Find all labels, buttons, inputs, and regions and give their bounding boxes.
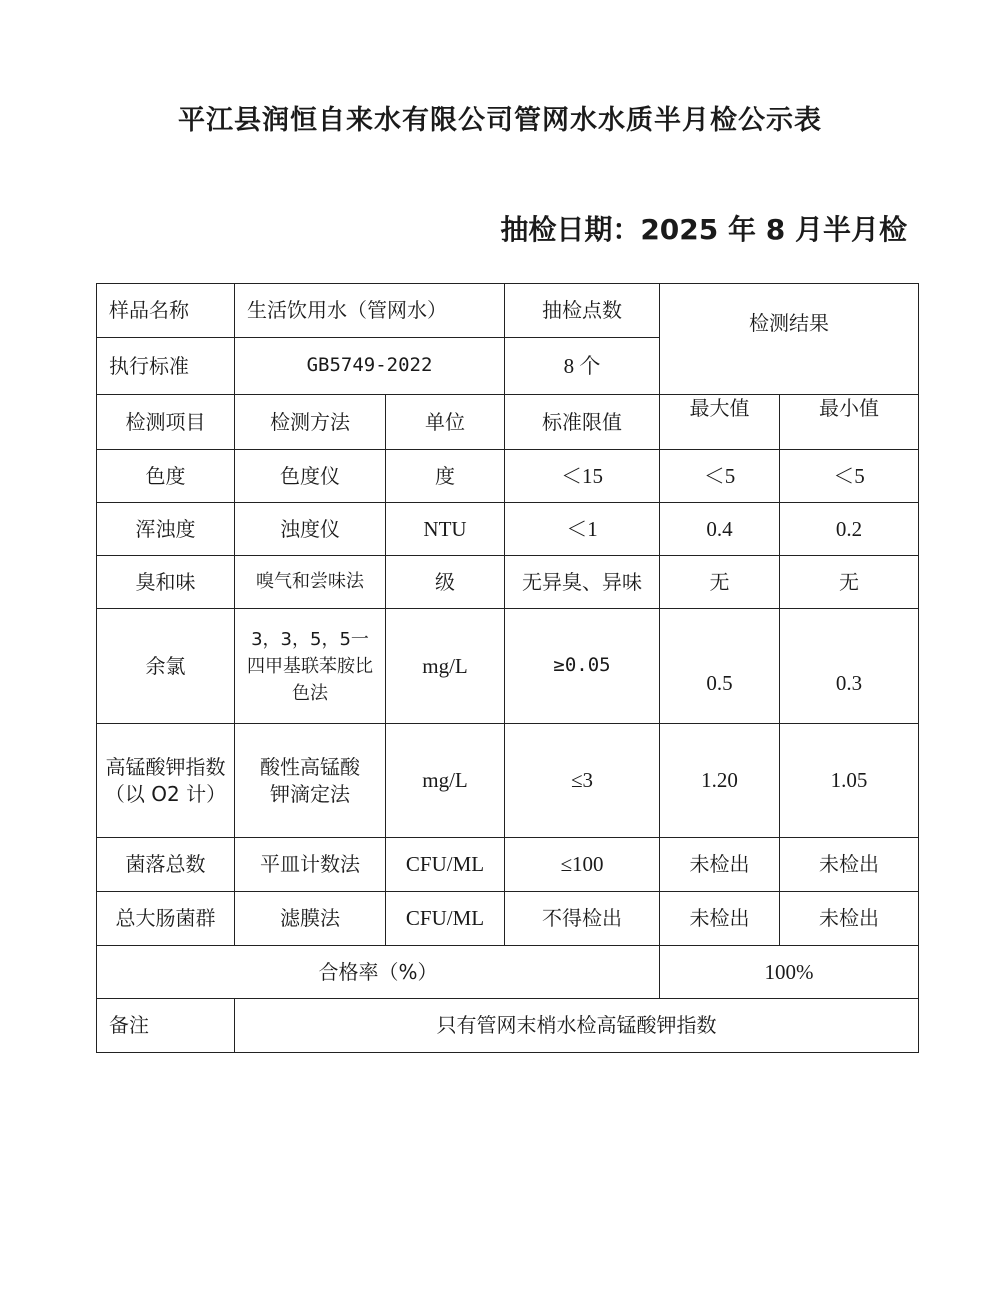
- item-cell: 浑浊度: [97, 503, 235, 556]
- page-title: 平江县润恒自来水有限公司管网水水质半月检公示表: [178, 105, 822, 136]
- max-cell: 未检出: [660, 838, 780, 892]
- max-cell: 0.4: [660, 503, 780, 556]
- method-cell: 平皿计数法: [235, 838, 386, 892]
- remark-row: [97, 999, 919, 1053]
- column-header-row: [97, 395, 919, 450]
- method-cell: 3，3，5，5一四甲基联苯胺比色法: [235, 609, 386, 724]
- limit-cell: ＜1: [505, 503, 660, 556]
- sample-name-label: 样品名称: [97, 284, 235, 338]
- table-row: [97, 450, 919, 503]
- table-row: [97, 556, 919, 609]
- unit-cell: CFU/ML: [386, 892, 505, 946]
- standard-label: 执行标准: [97, 338, 235, 395]
- pass-rate-value: 100%: [660, 946, 919, 999]
- method-cell: 色度仪: [235, 450, 386, 503]
- min-cell: 1.05: [780, 724, 919, 838]
- min-cell: 0.3: [780, 609, 919, 724]
- pass-rate-row: [97, 946, 919, 999]
- limit-cell: ≥0.05: [505, 609, 660, 724]
- min-label: 最小值: [780, 395, 919, 450]
- max-label: 最大值: [660, 395, 780, 450]
- unit-cell: mg/L: [386, 609, 505, 724]
- table-row: [97, 609, 919, 724]
- unit-cell: 度: [386, 450, 505, 503]
- unit-cell: 级: [386, 556, 505, 609]
- water-quality-table: [96, 283, 919, 1053]
- result-label: 检测结果: [660, 284, 919, 395]
- max-cell: 1.20: [660, 724, 780, 838]
- min-cell: 无: [780, 556, 919, 609]
- max-cell: ＜5: [660, 450, 780, 503]
- column-header-item: 检测项目: [97, 395, 235, 450]
- sample-name-value: 生活饮用水（管网水）: [235, 284, 505, 338]
- limit-cell: ≤3: [505, 724, 660, 838]
- limit-cell: 无异臭、异味: [505, 556, 660, 609]
- item-cell: 总大肠菌群: [97, 892, 235, 946]
- column-header-unit: 单位: [386, 395, 505, 450]
- method-cell: 浊度仪: [235, 503, 386, 556]
- item-cell: 色度: [97, 450, 235, 503]
- min-cell: 0.2: [780, 503, 919, 556]
- max-cell: 未检出: [660, 892, 780, 946]
- sample-points-value: 8 个: [505, 338, 660, 395]
- unit-cell: CFU/ML: [386, 838, 505, 892]
- limit-cell: ≤100: [505, 838, 660, 892]
- unit-cell: NTU: [386, 503, 505, 556]
- min-cell: 未检出: [780, 892, 919, 946]
- item-cell: 臭和味: [97, 556, 235, 609]
- sample-points-label: 抽检点数: [505, 284, 660, 338]
- table-row: [97, 892, 919, 946]
- table-header-row: [97, 284, 919, 338]
- remark-value: 只有管网末梢水检高锰酸钾指数: [235, 999, 919, 1053]
- sample-date: 抽检日期：2025 年 8 月半月检: [500, 213, 907, 246]
- method-cell: 嗅气和尝味法: [235, 556, 386, 609]
- min-cell: ＜5: [780, 450, 919, 503]
- min-cell: 未检出: [780, 838, 919, 892]
- limit-cell: ＜15: [505, 450, 660, 503]
- method-cell: 酸性高锰酸钾滴定法: [235, 724, 386, 838]
- limit-cell: 不得检出: [505, 892, 660, 946]
- remark-label: 备注: [97, 999, 235, 1053]
- table-row: [97, 724, 919, 838]
- unit-cell: mg/L: [386, 724, 505, 838]
- method-cell: 滤膜法: [235, 892, 386, 946]
- column-header-method: 检测方法: [235, 395, 386, 450]
- column-header-limit: 标准限值: [505, 395, 660, 450]
- table-row: [97, 503, 919, 556]
- max-cell: 0.5: [660, 609, 780, 724]
- item-cell: 高锰酸钾指数（以 O2 计）: [97, 724, 235, 838]
- standard-value: GB5749-2022: [235, 338, 505, 395]
- max-cell: 无: [660, 556, 780, 609]
- item-cell: 余氯: [97, 609, 235, 724]
- table-row: [97, 838, 919, 892]
- item-cell: 菌落总数: [97, 838, 235, 892]
- pass-rate-label: 合格率（%）: [97, 946, 660, 999]
